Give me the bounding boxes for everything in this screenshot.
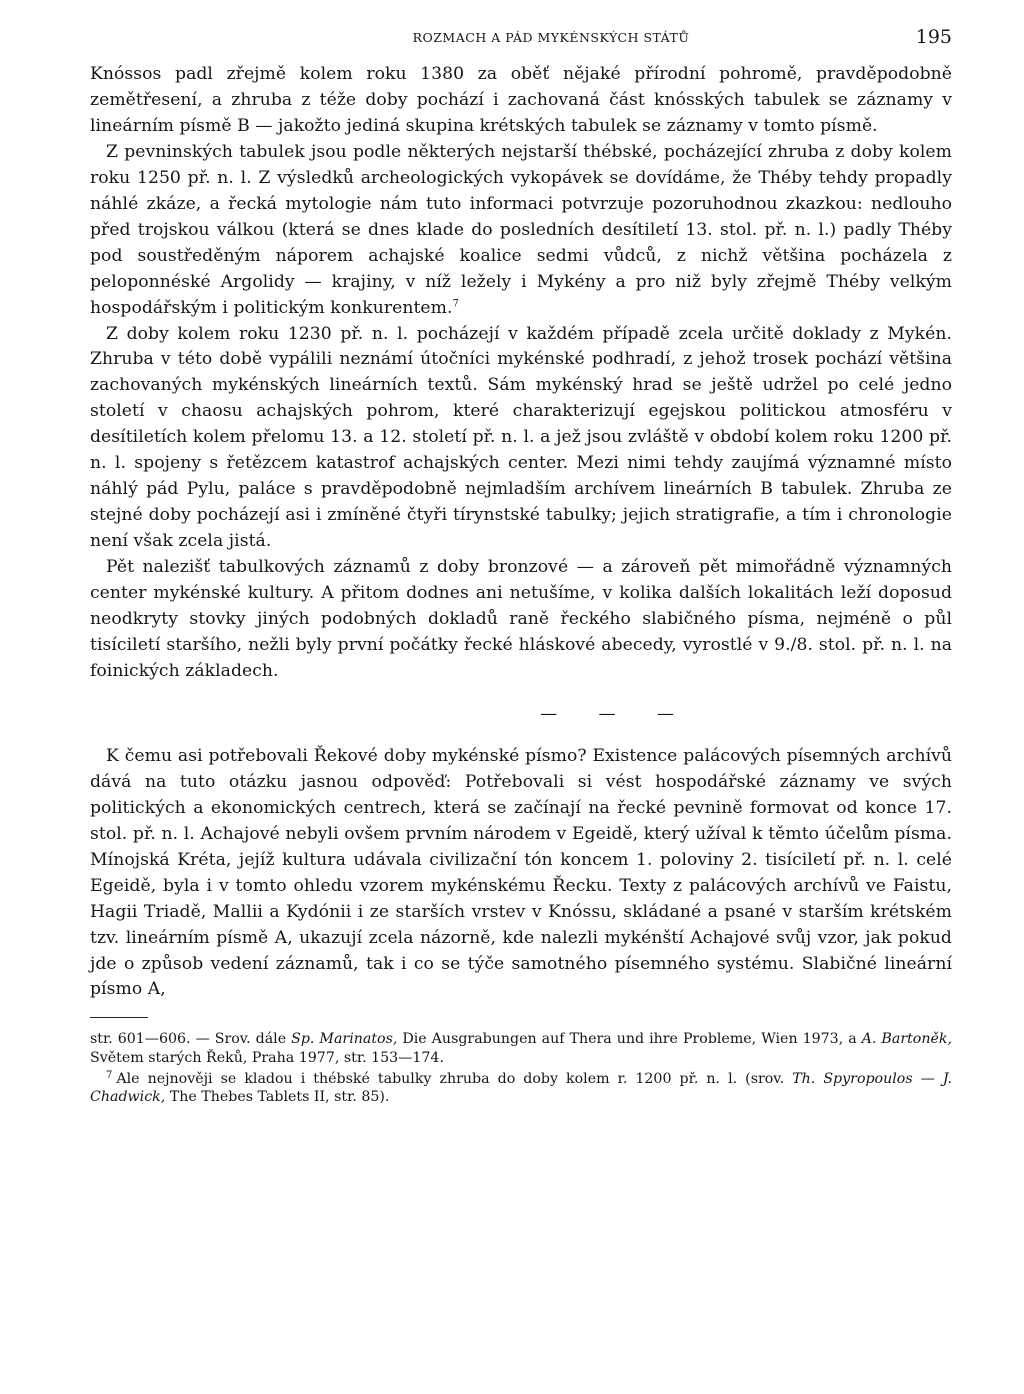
paragraph-purpose-of-writing: K čemu asi potřebovali Řekové doby mykénské písmo? Existence palácových písemných archívů dává na tuto otázku jasnou odpověď: Potřebovali si vést hospodářské záznamy ve svých politických a ekonomických centrech, která se začínají na řecké pevnině formovat od konce 17. stol. př. n. l. Achajové nebyli ovšem prvním národem v Egeidě, který užíval k těmto účelům písma. Mínojská Kréta, jejíž kultura udávala civilizační tón koncem 1. poloviny 2. tisíciletí př. n. l. celé Egeidě, byla i v tomto ohledu vzorem mykénskému Řecku. Texty z palácových archívů ve Faistu, Hagii Triadě, Mallii a Kydónii i ze starších vrstev v Knóssu, skládané a psané v starším krétském tzv. lineárním písmě A, ukazují zcela názorně, kde nalezli mykénští Achajové svůj vzor, jak pokud jde o způsob vedení záznamů, tak i co se týče samotného písemného systému. Slabičné lineární písmo A, [90, 745, 952, 1000]
footnote-6-author-marinatos: Sp. Marinatos, [291, 1031, 398, 1048]
footnotes [90, 1030, 952, 1106]
footnote-7-author-chadwick: J. Chadwick, [90, 1070, 952, 1106]
page-number: 195 [915, 26, 952, 48]
paragraph-five-sites: Pět nalezišť tabulkových záznamů z doby bronzové — a zároveň pět mimořádně významných center mykénské kultury. A přitom dodnes ani netušíme, v kolika dalších lokalitách leží doposud neodkryty stovky jiných podobných dokladů raně řeckého slabičného písma, nejméně o půl tisíciletí staršího, nežli byly první počátky řecké hláskové abecedy, vyrostlé v 9./8. stol. př. n. l. na foinických základech. [90, 557, 952, 681]
paragraph-mycenae: Z doby kolem roku 1230 př. n. l. pocházejí v každém případě zcela určitě doklady z Mykén. Zhruba v této době vypálili neznámí útočníci mykénské podhradí, z jehož trosek pochází většina zachovaných mykénských lineárních textů. Sám mykénský hrad se ještě udržel po celé jedno století v chaosu achajských pohrom, které charakterizují egejskou politickou atmosféru v desítiletích kolem přelomu 13. a 12. století př. n. l. a jež jsou zvláště v období kolem roku 1200 př. n. l. spojeny s řetězcem katastrof achajských center. Mezi nimi tehdy zaujímá významné místo náhlý pád Pylu, paláce s pravděpodobně nejmladším archívem lineárních B tabulek. Zhruba ze stejné doby pocházejí asi i zmíněné čtyři tírynstské tabulky; jejich stratigrafie, a tím i chronologie není však zcela jistá. [90, 323, 952, 552]
running-header [90, 26, 952, 62]
footnote-7-mark: 7 [106, 1069, 113, 1081]
footnote-ref-7[interactable]: 7 [452, 297, 459, 309]
book-page [90, 26, 952, 1106]
paragraph-thebes [90, 140, 952, 322]
footnote-6-author-bartonek: A. Bartoněk, [861, 1031, 952, 1048]
footnote-6-text-b: Die Ausgrabungen auf Thera und ihre Probleme, Wien 1973, a [397, 1031, 862, 1048]
footnote-6-continued [90, 1030, 952, 1066]
footnote-7-author-spyropoulos: Th. Spyropoulos [792, 1070, 913, 1087]
main-text [90, 62, 952, 1003]
section-separator [90, 685, 952, 744]
running-title: ROZMACH A PÁD MYKÉNSKÝCH STÁTŮ [412, 30, 690, 45]
footnote-6-text-c: Světem starých Řeků, Praha 1977, str. 153—174. [90, 1049, 444, 1066]
paragraph-thebes-text: Z pevninských tabulek jsou podle některých nejstarší thébské, pocházející zhruba z doby kolem roku 1250 př. n. l. Z výsledků archeologických vykopávek se dovídáme, že Théby tehdy propadly náhlé zkáze, a řecká mytologie nám tuto informaci potvrzuje pozoruhodnou zkazkou: nedlouho před trojskou válkou (která se dnes klade do posledních desítiletí 13. stol. př. n. l.) padly Théby pod soustředěným náporem achajské koalice sedmi vůdců, z nichž většina pocházela z peloponnéské Argolidy — krajiny, v níž ležely i Mykény a pro niž byly zřejmě Théby velkým hospodářským i politickým konkurentem. [90, 141, 952, 318]
footnote-6-text-a: str. 601—606. — Srov. dále [90, 1031, 292, 1048]
footnote-7-text-b: The Thebes Tablets II, str. 85). [165, 1089, 390, 1106]
footnote-7 [90, 1067, 952, 1106]
footnote-7-text-a: Ale nejnověji se kladou i thébské tabulky zhruba do doby kolem r. 1200 př. n. l. (srov. [116, 1070, 793, 1087]
footnote-7-dash: — [912, 1070, 943, 1087]
separator-dashes: — — — [540, 703, 692, 724]
paragraph-knossos: Knóssos padl zřejmě kolem roku 1380 za oběť nějaké přírodní pohromě, pravděpodobně zemětřesení, a zhruba z téže doby pochází i zachovaná část knósských tabulek se záznamy v lineárním písmě B — jakožto jediná skupina krétských tabulek se záznamy v tomto písmě. [90, 64, 952, 136]
footnote-rule [90, 1017, 148, 1018]
